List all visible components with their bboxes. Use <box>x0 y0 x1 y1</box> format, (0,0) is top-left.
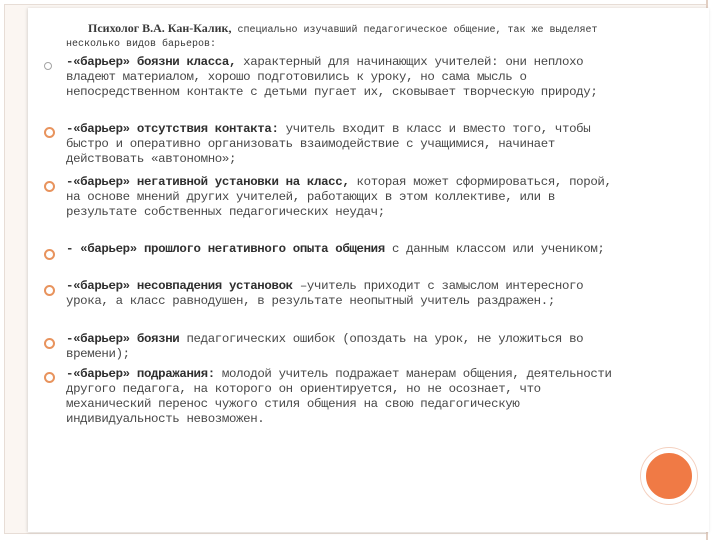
list-item <box>66 279 626 309</box>
bullet-icon <box>44 62 52 70</box>
intro-paragraph <box>66 21 606 52</box>
barrier-name: -«барьер» отсутствия контакта: <box>66 122 279 136</box>
barrier-description: молодой учитель подражает манерам общения, деятельности другого педагога, на которого он ориентируется, но не осознает, что механический перенос чужого стиля общения на свою педагогическую индивидуальность невозможен. <box>66 367 612 426</box>
barrier-description: характерный для начинающих учителей: они неплохо владеют материалом, хорошо подготовились к уроку, но сама мысль о непосредственном контакте с детьми пугает их, сковывает творческую природу; <box>66 55 598 99</box>
list-item <box>66 122 626 167</box>
barrier-description: учитель входит в класс и вместо того, чтобы быстро и оперативно организовать взаимодействие с учащимися, начинает действовать «автономно»; <box>66 122 591 166</box>
barrier-name: - «барьер» прошлого негативного опыта общения <box>66 242 385 256</box>
list-item <box>66 175 626 220</box>
bullet-icon <box>44 285 55 296</box>
barrier-name: -«барьер» боязни класса, <box>66 55 237 69</box>
bullet-icon <box>44 338 55 349</box>
barrier-name: -«барьер» подражания: <box>66 367 215 381</box>
barrier-name: -«барьер» несовпадения установок <box>66 279 293 293</box>
bullet-icon <box>44 249 55 260</box>
bullet-icon <box>44 181 55 192</box>
barrier-description: педагогических ошибок (опоздать на урок, не уложиться во времени); <box>66 332 584 361</box>
barrier-name: -«барьер» боязни <box>66 332 180 346</box>
barrier-name: -«барьер» негативной установки на класс, <box>66 175 350 189</box>
decorative-circle <box>641 448 697 504</box>
list-item <box>66 242 626 257</box>
barrier-description: которая может сформироваться, порой, на основе мнений других учителей, работающих в этом коллективе, или в результате собственных педагогических неудач; <box>66 175 612 219</box>
barrier-description: –учитель приходит с замыслом интересного урока, а класс равнодушен, в результате неопытный учитель раздражен.; <box>66 279 584 308</box>
list-item <box>66 332 626 362</box>
bullet-icon <box>44 372 55 383</box>
intro-text: специально изучавший педагогическое общение, так же выделяет несколько видов барьеров: <box>66 25 598 50</box>
intro-author: Психолог В.А. Кан-Калик, <box>88 21 232 35</box>
list-item <box>66 55 626 100</box>
barrier-description: с данным классом или учеником; <box>384 242 605 256</box>
bullet-icon <box>44 127 55 138</box>
list-item <box>66 367 626 427</box>
